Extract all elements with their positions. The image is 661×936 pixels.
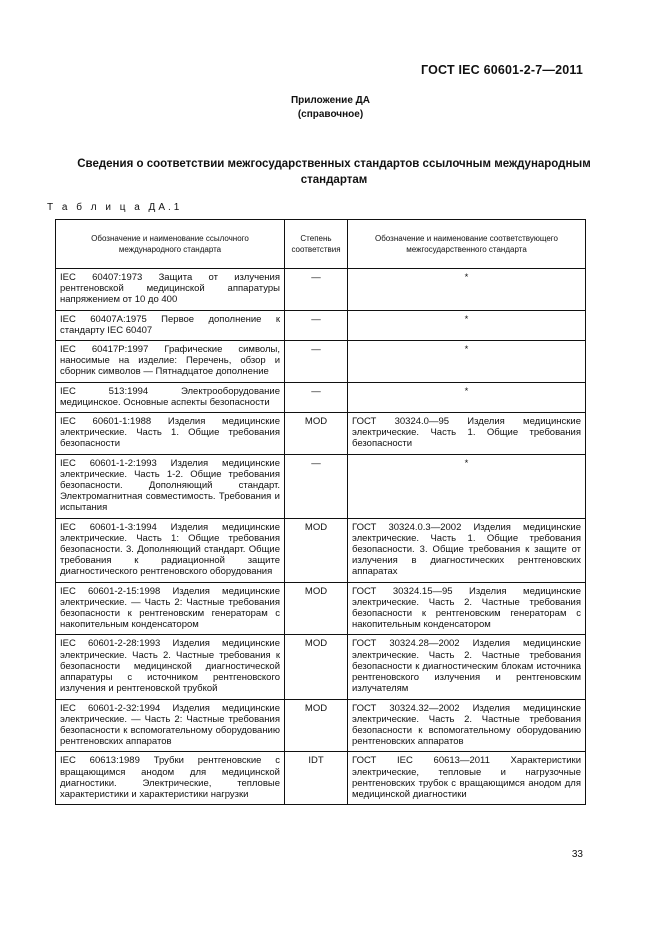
table-row xyxy=(56,518,586,582)
cell-international-standard: IEC 60601-1-3:1994 Изделия медицинские электрические. Часть 1: Общие требования безопасности. 3. Дополняющий стандарт. Общие требования к радиационной защите диагностического рентгеновского оборудования xyxy=(56,518,285,582)
table-row xyxy=(56,269,586,311)
cell-degree-of-correspondence: MOD xyxy=(285,582,348,635)
cell-interstate-standard: * xyxy=(348,454,586,518)
table-caption: Т а б л и ц а ДА.1 xyxy=(47,202,183,213)
header-degree-of-correspondence: Степень соответствия xyxy=(285,220,348,269)
cell-degree-of-correspondence: — xyxy=(285,310,348,340)
cell-international-standard: IEC 60601-2-28:1993 Изделия медицинские электрические. Часть 2. Частные требования к безопасности медицинской диагностической аппаратуры с источником рентгеновского излучения и рентгеновской трубкой xyxy=(56,635,285,699)
table-row xyxy=(56,310,586,340)
cell-degree-of-correspondence: — xyxy=(285,454,348,518)
table-row xyxy=(56,582,586,635)
cell-degree-of-correspondence: MOD xyxy=(285,699,348,752)
cell-international-standard: IEC 60601-2-15:1998 Изделия медицинские электрические. — Часть 2: Частные требования безопасности к рентгеновским генераторам с накопительным конденсатором xyxy=(56,582,285,635)
cell-international-standard: IEC 60601-1-2:1993 Изделия медицинские электрические. Часть 1-2. Общие требования безопасности. Дополняющий стандарт. Электромагнитная совместимость. Требования и испытания xyxy=(56,454,285,518)
cell-international-standard: IEC 60601-1:1988 Изделия медицинские электрические. Часть 1. Общие требования безопасности xyxy=(56,413,285,455)
cell-interstate-standard: ГОСТ 30324.15—95 Изделия медицинские электрические. Часть 2. Частные требования безопасности к рентгеновским генераторам с накопительным конденсатором xyxy=(348,582,586,635)
cell-international-standard: IEC 60601-2-32:1994 Изделия медицинские электрические. — Часть 2: Частные требования безопасности к вспомогательному оборудованию рентгеновских аппаратов xyxy=(56,699,285,752)
page-number: 33 xyxy=(571,849,583,860)
table-row xyxy=(56,635,586,699)
cell-interstate-standard: * xyxy=(348,382,586,412)
cell-interstate-standard: * xyxy=(348,269,586,311)
cell-degree-of-correspondence: — xyxy=(285,382,348,412)
appendix-subtitle: (справочное) xyxy=(297,109,364,120)
cell-international-standard: IEC 513:1994 Электрооборудование медицинское. Основные аспекты безопасности xyxy=(56,382,285,412)
table-row xyxy=(56,454,586,518)
correspondence-table xyxy=(55,219,586,805)
cell-interstate-standard: ГОСТ 30324.32—2002 Изделия медицинские электрические. Часть 2. Частные требования безопасности к вспомогательному оборудованию рентгеновских аппаратов xyxy=(348,699,586,752)
cell-interstate-standard: * xyxy=(348,310,586,340)
cell-degree-of-correspondence: IDT xyxy=(285,752,348,805)
cell-international-standard: IEC 60407A:1975 Первое дополнение к стандарту IEC 60407 xyxy=(56,310,285,340)
cell-degree-of-correspondence: — xyxy=(285,341,348,383)
cell-degree-of-correspondence: MOD xyxy=(285,635,348,699)
table-row xyxy=(56,699,586,752)
appendix-title: Приложение ДА xyxy=(290,95,371,106)
document-code: ГОСТ IEC 60601-2-7—2011 xyxy=(421,63,583,77)
cell-international-standard: IEC 60613:1989 Трубки рентгеновские с вращающимся анодом для медицинской диагностики. Электрические, тепловые характеристики и характеристики нагрузки xyxy=(56,752,285,805)
table-row xyxy=(56,382,586,412)
cell-international-standard: IEC 60417P:1997 Графические символы, наносимые на изделие: Перечень, обзор и сборник символов — Пятнадцатое дополнение xyxy=(56,341,285,383)
cell-interstate-standard: * xyxy=(348,341,586,383)
cell-degree-of-correspondence: MOD xyxy=(285,413,348,455)
cell-degree-of-correspondence: MOD xyxy=(285,518,348,582)
section-title: Сведения о соответствии межгосударственных стандартов ссылочным международным стандартам xyxy=(77,158,591,186)
table-row xyxy=(56,341,586,383)
cell-interstate-standard: ГОСТ 30324.28—2002 Изделия медицинские электрические. Часть 2. Частные требования безопасности к диагностическим блокам источника рентгеновского излучения и рентгеновским излучателям xyxy=(348,635,586,699)
table-header-row xyxy=(56,220,586,269)
cell-interstate-standard: ГОСТ IEC 60613—2011 Характеристики электрические, тепловые и нагрузочные рентгеновских трубок с вращающимся анодом для медицинской диагностики xyxy=(348,752,586,805)
cell-interstate-standard: ГОСТ 30324.0—95 Изделия медицинские электрические. Часть 1. Общие требования безопасности xyxy=(348,413,586,455)
cell-interstate-standard: ГОСТ 30324.0.3—2002 Изделия медицинские электрические. Часть 1. Общие требования безопасности. 3. Общие требования к защите от излучения в диагностических рентгеновских аппаратах xyxy=(348,518,586,582)
header-interstate-standard: Обозначение и наименование соответствующего межгосударственного стандарта xyxy=(348,220,586,269)
appendix-heading xyxy=(0,94,661,122)
table-row xyxy=(56,413,586,455)
table-row xyxy=(56,752,586,805)
header-international-standard: Обозначение и наименование ссылочного международного стандарта xyxy=(56,220,285,269)
cell-degree-of-correspondence: — xyxy=(285,269,348,311)
table-body xyxy=(56,269,586,805)
cell-international-standard: IEC 60407:1973 Защита от излучения рентгеновской медицинской аппаратуры напряжением от 10 до 400 xyxy=(56,269,285,311)
